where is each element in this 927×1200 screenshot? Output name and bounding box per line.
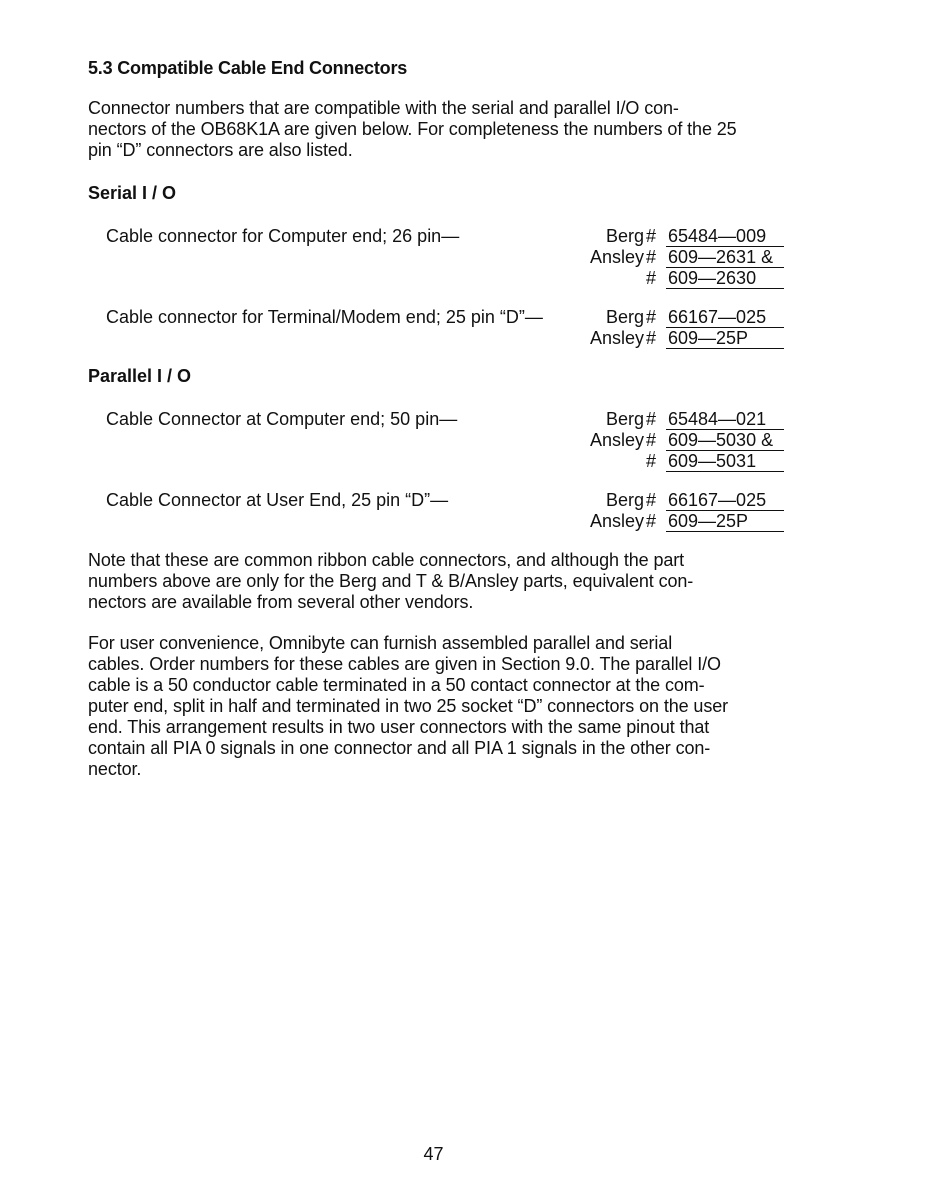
text-line: puter end, split in half and terminated in two 25 socket “D” connectors on the user xyxy=(88,696,729,716)
hash-symbol: # xyxy=(646,511,657,531)
hash-symbol: # xyxy=(646,490,657,510)
vendor-name: Berg xyxy=(605,409,644,429)
vendor-name: Ansley xyxy=(589,328,644,348)
hash-symbol: # xyxy=(646,451,657,471)
parallel-user-end-label: Cable Connector at User End, 25 pin “D”— xyxy=(106,490,449,510)
page-number: 47 xyxy=(423,1144,444,1164)
convenience-paragraph xyxy=(88,633,788,780)
text-line: nectors of the OB68K1A are given below. For completeness the numbers of the 25 xyxy=(88,119,737,139)
text-line: nectors are available from several other vendors. xyxy=(88,592,474,612)
text-line: Connector numbers that are compatible with the serial and parallel I/O con- xyxy=(88,98,679,118)
hash-symbol: # xyxy=(646,328,657,348)
part-number: 66167—025 xyxy=(666,490,784,511)
text-line: For user convenience, Omnibyte can furnish assembled parallel and serial xyxy=(88,633,673,653)
serial-io-heading: Serial I / O xyxy=(88,183,177,203)
text-line: end. This arrangement results in two user connectors with the same pinout that xyxy=(88,717,710,737)
part-number: 65484—021 xyxy=(666,409,784,430)
part-number-row xyxy=(0,307,927,329)
text-line: nector. xyxy=(88,759,142,779)
vendor-name: Berg xyxy=(605,490,644,510)
parallel-computer-end-label: Cable Connector at Computer end; 50 pin— xyxy=(106,409,458,429)
part-number: 609—5031 xyxy=(666,451,784,472)
serial-terminal-end-label: Cable connector for Terminal/Modem end; 25 pin “D”— xyxy=(106,307,543,327)
section-heading: 5.3 Compatible Cable End Connectors xyxy=(88,58,408,78)
vendor-name: Ansley xyxy=(589,247,644,267)
part-number: 65484—009 xyxy=(666,226,784,247)
vendor-name: Ansley xyxy=(589,511,644,531)
text-line: cable is a 50 conductor cable terminated in a 50 contact connector at the com- xyxy=(88,675,705,695)
part-number-row xyxy=(0,451,927,473)
text-line: cables. Order numbers for these cables are given in Section 9.0. The parallel I/O xyxy=(88,654,721,674)
part-number-row xyxy=(0,490,927,512)
text-line: contain all PIA 0 signals in one connector and all PIA 1 signals in the other con- xyxy=(88,738,711,758)
vendor-name: Berg xyxy=(605,226,644,246)
part-number: 609—25P xyxy=(666,328,784,349)
part-number-row xyxy=(0,409,927,431)
part-number-row xyxy=(0,268,927,290)
part-number-row xyxy=(0,430,927,452)
vendor-name: Ansley xyxy=(589,430,644,450)
text-line: pin “D” connectors are also listed. xyxy=(88,140,353,160)
part-number-row xyxy=(0,226,927,248)
hash-symbol: # xyxy=(646,268,657,288)
part-number: 609—2630 xyxy=(666,268,784,289)
hash-symbol: # xyxy=(646,430,657,450)
intro-paragraph xyxy=(88,98,788,161)
part-number: 609—25P xyxy=(666,511,784,532)
part-number: 66167—025 xyxy=(666,307,784,328)
part-number-row xyxy=(0,328,927,350)
part-number: 609—5030 & xyxy=(666,430,784,451)
hash-symbol: # xyxy=(646,247,657,267)
parallel-io-heading: Parallel I / O xyxy=(88,366,192,386)
hash-symbol: # xyxy=(646,307,657,327)
vendor-name: Berg xyxy=(605,307,644,327)
part-number-row xyxy=(0,247,927,269)
part-number-row xyxy=(0,511,927,533)
text-line: numbers above are only for the Berg and T & B/Ansley parts, equivalent con- xyxy=(88,571,694,591)
text-line: Note that these are common ribbon cable connectors, and although the part xyxy=(88,550,685,570)
part-number: 609—2631 & xyxy=(666,247,784,268)
note-paragraph xyxy=(88,550,788,613)
hash-symbol: # xyxy=(646,409,657,429)
serial-computer-end-label: Cable connector for Computer end; 26 pin— xyxy=(106,226,460,246)
hash-symbol: # xyxy=(646,226,657,246)
